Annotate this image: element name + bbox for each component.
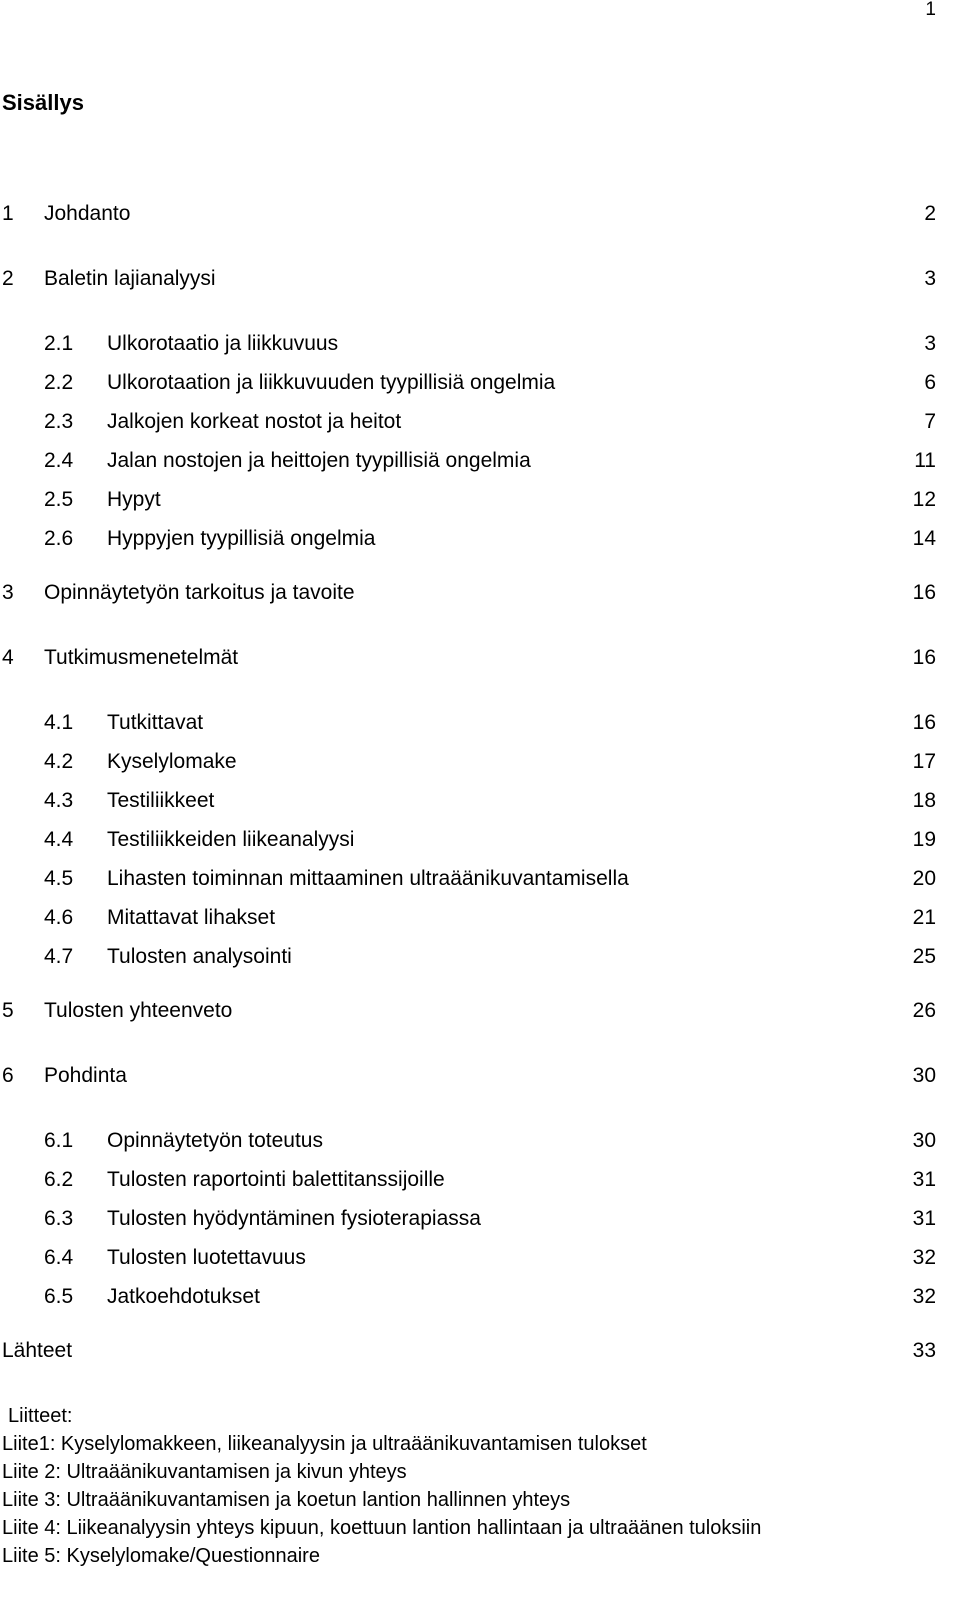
toc-entry-page: 33 [912, 1339, 936, 1362]
toc-entry-number: 2.6 [44, 527, 74, 550]
toc-entry-number: 4.5 [44, 867, 74, 890]
toc-entry-number: 4.3 [44, 789, 74, 812]
toc-entry-page: 7 [924, 410, 936, 433]
toc-entry-title: Pohdinta [44, 1064, 127, 1087]
toc-entry-number: 4.1 [44, 711, 74, 734]
toc-entry-page: 20 [912, 867, 936, 890]
toc-entry-title: Tulosten raportointi balettitanssijoille [107, 1168, 445, 1191]
appendix-item: Liite 2: Ultraäänikuvantamisen ja kivun yhteys [2, 1461, 407, 1483]
toc-entry-page: 18 [912, 789, 936, 812]
toc-entry-number: 2.3 [44, 410, 74, 433]
toc-entry-title: Baletin lajianalyysi [44, 267, 216, 290]
toc-entry-page: 25 [912, 945, 936, 968]
toc-entry-page: 3 [924, 267, 936, 290]
toc-entry-page: 19 [912, 828, 936, 851]
toc-entry-number: 4.7 [44, 945, 74, 968]
toc-entry-number: 6.2 [44, 1168, 74, 1191]
toc-entry-number: 6.3 [44, 1207, 74, 1230]
toc-entry-title: Kyselylomake [107, 750, 237, 773]
toc-entry-title: Jatkoehdotukset [107, 1285, 260, 1308]
toc-entry-number: 4.4 [44, 828, 74, 851]
toc-entry-number: 2 [2, 267, 14, 290]
page-number: 1 [925, 0, 936, 20]
toc-entry-page: 14 [912, 527, 936, 550]
toc-entry-number: 6.1 [44, 1129, 74, 1152]
toc-entry-title: Hypyt [107, 488, 161, 511]
toc-entry-title: Jalkojen korkeat nostot ja heitot [107, 410, 402, 433]
toc-entry-title: Lihasten toiminnan mittaaminen ultraäänikuvantamisella [107, 867, 629, 890]
toc-entry-number: 5 [2, 999, 14, 1022]
toc-entry-number: 4.6 [44, 906, 74, 929]
toc-entry-number: 2.1 [44, 332, 74, 355]
toc-entry-title: Hyppyjen tyypillisiä ongelmia [107, 527, 376, 550]
toc-entry-page: 16 [912, 581, 936, 604]
toc-entry-number: 6.4 [44, 1246, 74, 1269]
toc-entry-page: 26 [912, 999, 936, 1022]
toc-entry-title: Jalan nostojen ja heittojen tyypillisiä ongelmia [107, 449, 531, 472]
toc-entry-title: Lähteet [2, 1339, 73, 1362]
toc-entry-number: 1 [2, 202, 14, 225]
toc-entry-page: 16 [912, 711, 936, 734]
appendix-item: Liite 3: Ultraäänikuvantamisen ja koetun lantion hallinnen yhteys [2, 1489, 571, 1511]
toc-entry-page: 16 [912, 646, 936, 669]
toc-entry-title: Tutkittavat [107, 711, 204, 734]
toc-entry-title: Johdanto [44, 202, 131, 225]
appendix-item: Liite 5: Kyselylomake/Questionnaire [2, 1545, 320, 1567]
toc-entry-title: Tulosten yhteenveto [44, 999, 233, 1022]
toc-heading: Sisällys [2, 90, 84, 115]
toc-entry-title: Tutkimusmenetelmät [44, 646, 239, 669]
toc-entry-page: 30 [912, 1129, 936, 1152]
toc-entry-page: 30 [912, 1064, 936, 1087]
toc-entry-title: Tulosten luotettavuus [107, 1246, 306, 1269]
toc-entry-title: Tulosten hyödyntäminen fysioterapiassa [107, 1207, 481, 1230]
toc-entry-page: 31 [912, 1207, 936, 1230]
toc-entry-number: 6 [2, 1064, 14, 1087]
toc-entry-page: 6 [924, 371, 936, 394]
toc-entry-title: Ulkorotaatio ja liikkuvuus [107, 332, 339, 355]
appendix-item: Liite 4: Liikeanalyysin yhteys kipuun, koettuun lantion hallintaan ja ultraäänen tuloksiin [2, 1517, 762, 1539]
toc-entry-title: Opinnäytetyön tarkoitus ja tavoite [44, 581, 355, 604]
toc-entry-title: Testiliikkeiden liikeanalyysi [107, 828, 355, 851]
toc-entry-number: 6.5 [44, 1285, 74, 1308]
toc-entry-page: 32 [912, 1246, 936, 1269]
toc-entry-title: Tulosten analysointi [107, 945, 292, 968]
toc-entry-page: 3 [924, 332, 936, 355]
toc-entry-title: Opinnäytetyön toteutus [107, 1129, 323, 1152]
toc-entry-number: 4 [2, 646, 14, 669]
appendix-item: Liite1: Kyselylomakkeen, liikeanalyysin ja ultraäänikuvantamisen tulokset [2, 1433, 647, 1455]
toc-entry-page: 12 [912, 488, 936, 511]
toc-entry-title: Testiliikkeet [107, 789, 215, 812]
toc-entry-title: Ulkorotaation ja liikkuvuuden tyypillisiä ongelmia [107, 371, 556, 394]
toc-entry-number: 4.2 [44, 750, 74, 773]
toc-entry-page: 17 [912, 750, 936, 773]
appendix-heading: Liitteet: [8, 1405, 73, 1427]
toc-entry-number: 3 [2, 581, 14, 604]
toc-entry-page: 11 [914, 449, 936, 472]
toc-entry-number: 2.4 [44, 449, 74, 472]
toc-entry-title: Mitattavat lihakset [107, 906, 276, 929]
toc-entry-number: 2.5 [44, 488, 74, 511]
toc-entry-page: 21 [912, 906, 936, 929]
toc-entry-page: 2 [924, 202, 936, 225]
toc-entry-page: 31 [912, 1168, 936, 1191]
toc-entry-page: 32 [912, 1285, 936, 1308]
toc-entry-number: 2.2 [44, 371, 74, 394]
